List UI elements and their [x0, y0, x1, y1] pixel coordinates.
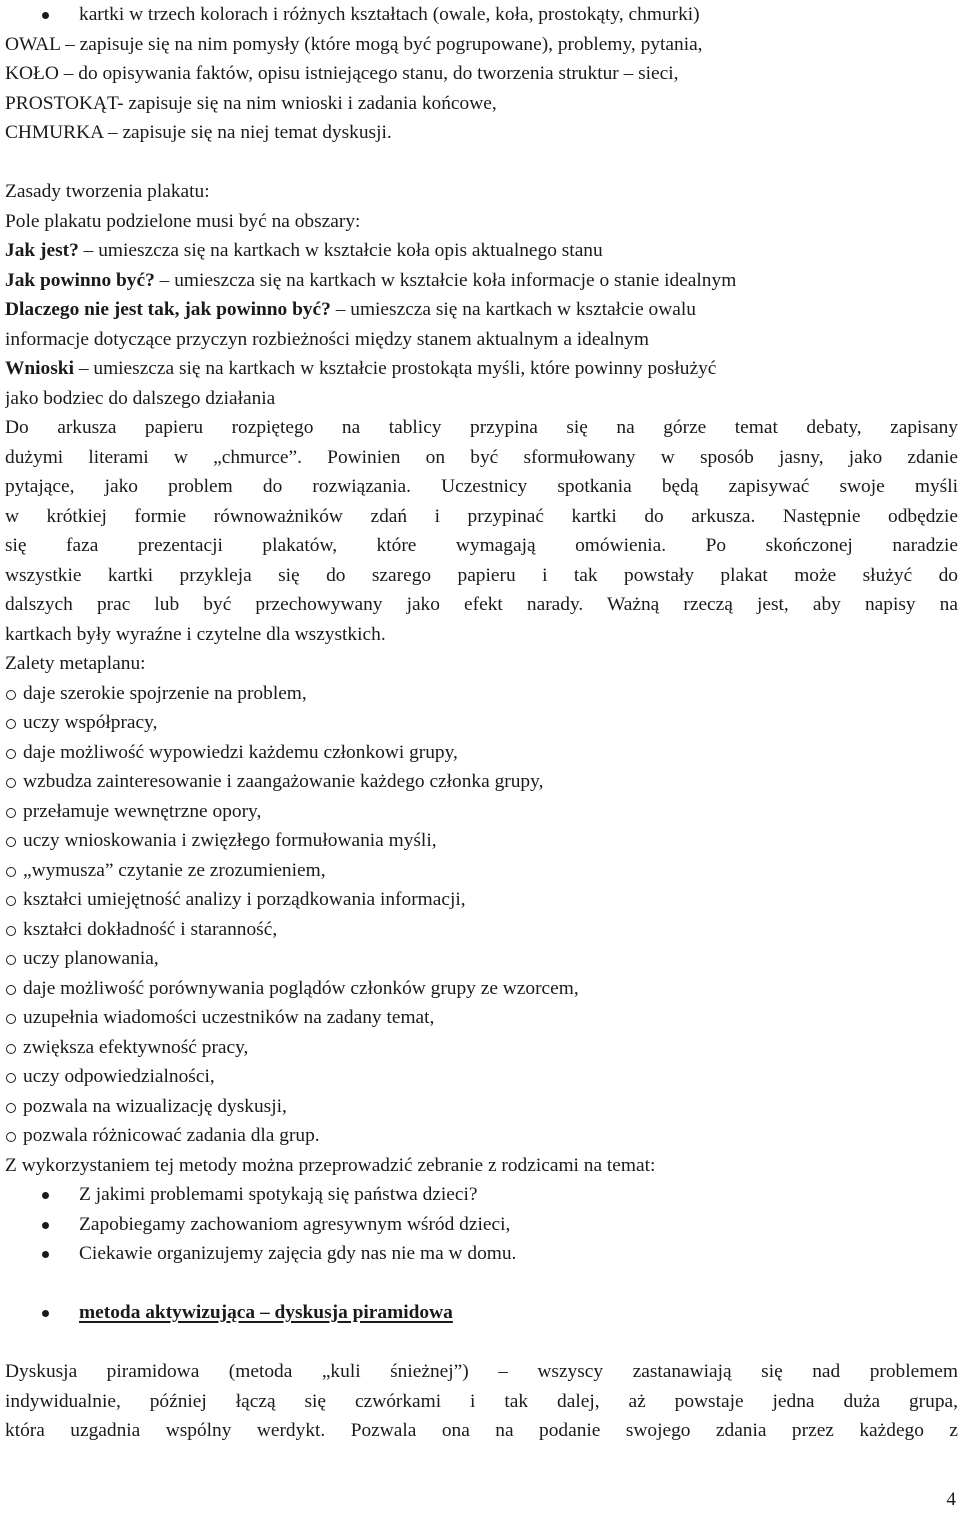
pyramid-paragraph	[5, 1357, 958, 1446]
rules-title: Zasady tworzenia plakatu:	[5, 181, 210, 202]
bullet-icon	[6, 926, 16, 936]
spacer	[5, 148, 958, 178]
paragraph-line: kartkach były wyraźne i czytelne dla wszystkich.	[5, 623, 386, 645]
shapes-description	[5, 30, 958, 148]
list-item: daje szerokie spojrzenie na problem,	[5, 679, 958, 709]
paragraph-line: pytające, jako problem do rozwiązania. Uczestnicy spotkania będą zapisywać swoje myśli	[5, 476, 958, 497]
rule-label: Jak jest?	[5, 240, 79, 261]
spacer	[5, 1328, 958, 1358]
paragraph-line: w krótkiej formie równoważników zdań i przypinać kartki do arkusza. Następnie odbędzie	[5, 505, 958, 527]
rule-label: Dlaczego nie jest tak, jak powinno być?	[5, 299, 331, 320]
paragraph-line: Do arkusza papieru rozpiętego na tablicy przypina się na górze temat debaty, zapisany	[5, 417, 958, 438]
rule-discrepancy-continuation: informacje dotyczące przyczyn rozbieżności między stanem aktualnym a idealnym	[5, 328, 649, 350]
rule-discrepancy: Dlaczego nie jest tak, jak powinno być? – umieszcza się na kartkach w kształcie owalu	[5, 299, 696, 320]
materials-list	[5, 0, 958, 30]
paragraph-line: wszystkie kartki przykleja się do szarego papieru i tak powstały plakat może służyć do	[5, 564, 958, 586]
list-item: pozwala różnicować zadania dla grup.	[5, 1121, 958, 1151]
list-item: przełamuje wewnętrzne opory,	[5, 797, 958, 827]
rule-conclusions: Wnioski – umieszcza się na kartkach w kształcie prostokąta myśli, które powinny posłużyć	[5, 358, 717, 379]
bullet-icon	[6, 837, 16, 847]
shape-line-chmurka: CHMURKA – zapisuje się na niej temat dyskusji.	[5, 122, 392, 143]
list-item: daje możliwość wypowiedzi każdemu członkowi grupy,	[5, 738, 958, 768]
bullet-icon	[6, 1132, 16, 1142]
list-item: uczy współpracy,	[5, 708, 958, 738]
document-page	[5, 0, 958, 1446]
meeting-topics-list	[5, 1180, 958, 1269]
list-item: uzupełnia wiadomości uczestników na zadany temat,	[5, 1003, 958, 1033]
paragraph-line: która uzgadnia wspólny werdykt. Pozwala ona na podanie swojego zdania przez każdego z	[5, 1420, 958, 1441]
list-item: kształci umiejętność analizy i porządkowania informacji,	[5, 885, 958, 915]
bullet-icon	[42, 1222, 49, 1229]
bullet-icon	[6, 690, 16, 700]
bullet-icon	[6, 1014, 16, 1024]
bullet-icon	[6, 985, 16, 995]
paragraph-line: dalszych prac lub być przechowywany jako efekt narady. Ważną rzeczą jest, aby napisy na	[5, 594, 958, 615]
bullet-icon	[6, 749, 16, 759]
rule-conclusions-continuation: jako bodziec do dalszego działania	[5, 387, 276, 409]
bullet-icon	[42, 12, 49, 19]
list-item: „wymusza” czytanie ze zrozumieniem,	[5, 856, 958, 886]
advantages-list	[5, 679, 958, 1151]
list-item: zwiększa efektywność pracy,	[5, 1033, 958, 1063]
bullet-icon	[6, 1103, 16, 1113]
list-item: Zapobiegamy zachowaniom agresywnym wśród dzieci,	[5, 1210, 958, 1240]
list-item: uczy wnioskowania i zwięzłego formułowania myśli,	[5, 826, 958, 856]
list-item: kartki w trzech kolorach i różnych kształtach (owale, koła, prostokąty, chmurki)	[5, 0, 958, 30]
rule-current-state: Jak jest? – umieszcza się na kartkach w kształcie koła opis aktualnego stanu	[5, 240, 603, 261]
list-item: uczy odpowiedzialności,	[5, 1062, 958, 1092]
bullet-icon	[42, 1251, 49, 1258]
list-item: kształci dokładność i staranność,	[5, 915, 958, 945]
paragraph-line: się faza prezentacji plakatów, które wymagają omówienia. Po skończonej naradzie	[5, 535, 958, 556]
bullet-icon	[6, 778, 16, 788]
procedure-paragraph	[5, 413, 958, 649]
bullet-icon	[6, 1044, 16, 1054]
rules-subtitle: Pole plakatu podzielone musi być na obszary:	[5, 210, 361, 232]
paragraph-line: indywidualnie, później łączą się czwórkami i tak dalej, aż powstaje jedna duża grupa,	[5, 1390, 958, 1412]
list-item: pozwala na wizualizację dyskusji,	[5, 1092, 958, 1122]
bullet-icon	[6, 808, 16, 818]
list-item: uczy planowania,	[5, 944, 958, 974]
page-number: 4	[946, 1489, 956, 1510]
shape-line-prostokat: PROSTOKĄT- zapisuje się na nim wnioski i zadania końcowe,	[5, 92, 497, 114]
list-item: Z jakimi problemami spotykają się państwa dzieci?	[5, 1180, 958, 1210]
bullet-icon	[6, 867, 16, 877]
shape-line-kolo: KOŁO – do opisywania faktów, opisu istniejącego stanu, do tworzenia struktur – sieci,	[5, 63, 679, 84]
advantages-title: Zalety metaplanu:	[5, 653, 146, 674]
rule-ideal-state: Jak powinno być? – umieszcza się na kartkach w kształcie koła informacje o stanie idealnym	[5, 269, 737, 291]
section-heading: metoda aktywizująca – dyskusja piramidowa	[5, 1298, 958, 1328]
bullet-icon	[42, 1192, 49, 1199]
paragraph-line: Dyskusja piramidowa (metoda „kuli śnieżnej”) – wszyscy zastanawiają się nad problemem	[5, 1361, 958, 1382]
rule-label: Wnioski	[5, 358, 74, 379]
list-item: wzbudza zainteresowanie i zaangażowanie każdego członka grupy,	[5, 767, 958, 797]
bullet-icon	[42, 1310, 49, 1317]
bullet-icon	[6, 896, 16, 906]
poster-rules	[5, 177, 958, 413]
list-item: Ciekawie organizujemy zajęcia gdy nas nie ma w domu.	[5, 1239, 958, 1269]
section-heading-list	[5, 1298, 958, 1328]
bullet-icon	[6, 955, 16, 965]
bullet-icon	[6, 719, 16, 729]
spacer	[5, 1269, 958, 1299]
paragraph-line: dużymi literami w „chmurce”. Powinien on być sformułowany w sposób jasny, jako zdanie	[5, 446, 958, 468]
meeting-intro: Z wykorzystaniem tej metody można przeprowadzić zebranie z rodzicami na temat:	[5, 1154, 656, 1176]
bullet-icon	[6, 1073, 16, 1083]
rule-label: Jak powinno być?	[5, 269, 155, 291]
shape-line-owal: OWAL – zapisuje się na nim pomysły (które mogą być pogrupowane), problemy, pytania,	[5, 33, 703, 55]
list-item: daje możliwość porównywania poglądów członków grupy ze wzorcem,	[5, 974, 958, 1004]
